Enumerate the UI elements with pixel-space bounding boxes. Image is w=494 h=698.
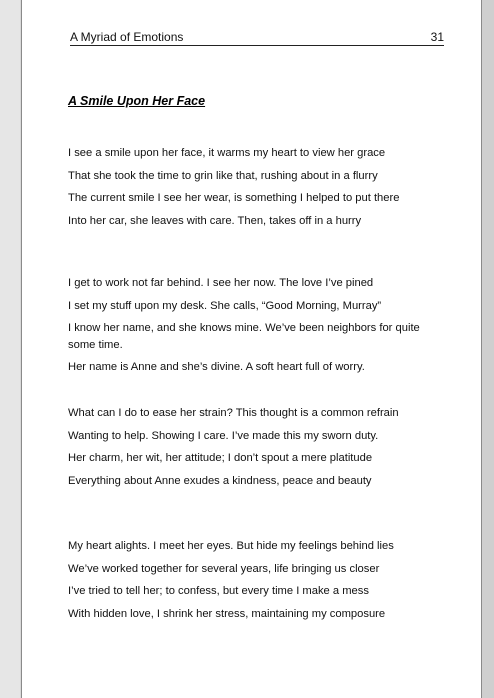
poem-line: I see a smile upon her face, it warms my heart to view her grace — [68, 147, 386, 159]
poem-line: Her name is Anne and she’s divine. A soft heart full of worry. — [68, 361, 365, 373]
poem-line: I get to work not far behind. I see her now. The love I’ve pined — [68, 277, 374, 289]
poem-line: Into her car, she leaves with care. Then, takes off in a hurry — [68, 214, 362, 227]
book-title: A Myriad of Emotions — [70, 30, 184, 44]
stanza-3 — [68, 405, 430, 495]
page-number: 31 — [430, 30, 444, 44]
poem-line: The current smile I see her wear, is something I helped to put there — [68, 192, 400, 204]
right-margin — [482, 0, 494, 698]
stanza-4 — [68, 538, 430, 628]
stanza-1 — [68, 145, 430, 235]
stanza-2 — [68, 275, 430, 382]
poem-line: Wanting to help. Showing I care. I’ve made this my sworn duty. — [68, 429, 379, 442]
poem-line: Everything about Anne exudes a kindness, peace and beauty — [68, 474, 372, 487]
poem-line: What can I do to ease her strain? This thought is a common refrain — [68, 407, 399, 419]
poem-line: With hidden love, I shrink her stress, maintaining my composure — [68, 607, 386, 620]
poem-line: Her charm, her wit, her attitude; I don’t spout a mere platitude — [68, 452, 373, 464]
poem-title: A Smile Upon Her Face — [68, 94, 206, 108]
poem-line: I’ve tried to tell her; to confess, but every time I make a mess — [68, 585, 369, 597]
page-header — [70, 29, 444, 46]
left-margin — [0, 0, 20, 698]
poem-line: I set my stuff upon my desk. She calls, “Good Morning, Murray” — [68, 299, 382, 312]
poem-line: We’ve worked together for several years, life bringing us closer — [68, 562, 380, 575]
poem-line: That she took the time to grin like that, rushing about in a flurry — [68, 169, 378, 182]
poem-line: My heart alights. I meet her eyes. But hide my feelings behind lies — [68, 540, 394, 552]
poem-line: I know her name, and she knows mine. We’ve been neighbors for quite some time. — [68, 322, 420, 351]
